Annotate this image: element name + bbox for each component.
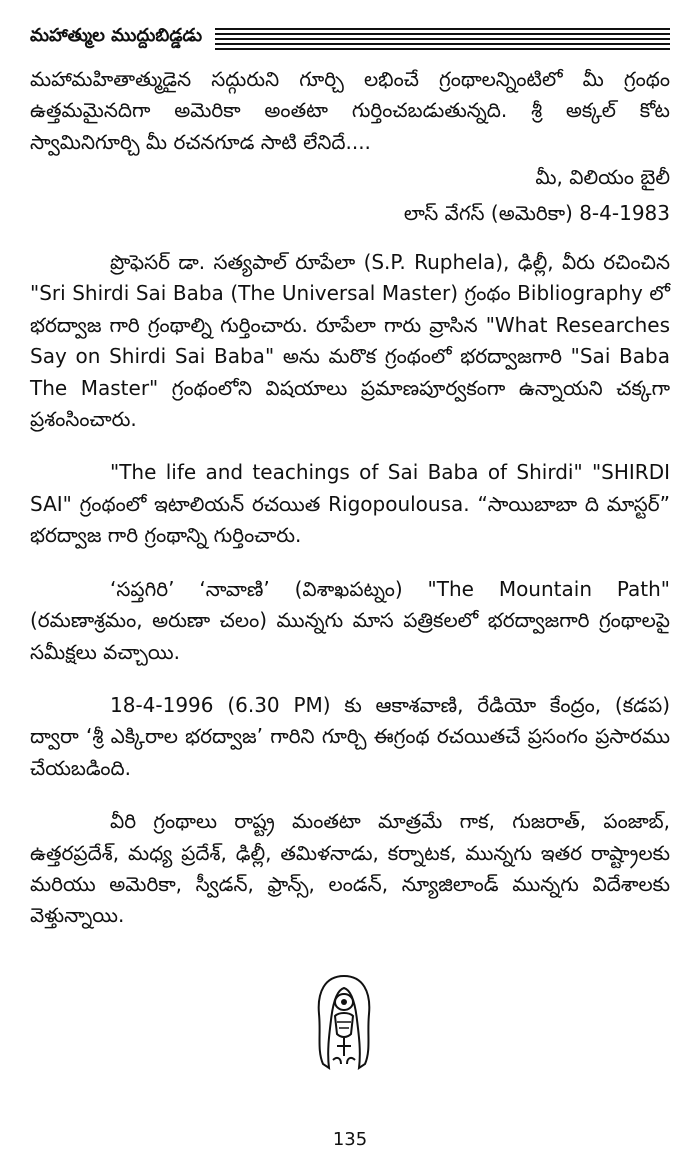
paragraph-ruphela: ప్రొఫెసర్ డా. సత్యపాల్ రూపేలా (S.P. Ruphela), ఢిల్లీ, వీరు రచించిన "Sri Shirdi Sai Baba (The Universal Master) గ్రంథం Bibliography లో భరద్వాజ గారి గ్రంథాల్ని గుర్తించారు. రూపేలా గారు వ్రాసిన "What Researches Say on Shirdi Sai Baba" అను మరొక గ్రంథంలో భరద్వాజగారి "Sai Baba The Master" గ్రంథంలోని విషయాలు ప్రమాణపూర్వకంగా ఉన్నాయని చక్కగా ప్రశంసించారు. [30,250,670,432]
paragraph-distribution: వీరి గ్రంథాలు రాష్ట్ర మంతటా మాత్రమే గాక, గుజరాత్, పంజాబ్, ఉత్తరప్రదేశ్, మధ్య ప్రదేశ్, ఢిల్లీ, తమిళనాడు, కర్నాటక, మున్నగు ఇతర రాష్ట్రాలకు మరియు అమెరికా, స్వీడన్, ఫ్రాన్స్, లండన్, న్యూజిలాండ్ మున్నగు విదేశాలకు వెళ్తున్నాయి. [30,809,670,928]
page-header [30,18,670,58]
signature-place-date: లాస్ వేగస్ (అమెరికా) 8-4-1983 [403,200,670,225]
page-number: 135 [332,1129,368,1150]
header-rules [215,28,670,52]
page-body [30,64,670,932]
running-title: మహాత్ముల ముద్దుబిడ్డడు [30,25,203,46]
sai-baba-emblem-icon [313,972,375,1072]
signature-name: మీ, విలియం బైలీ [535,165,670,190]
paragraph-letter: మహామహితాత్ముడైన సద్గురుని గూర్చి లభించే గ్రంథాలన్నింటిలో మీ గ్రంథం ఉత్తమమైనదిగా అమెరికా అంతటా గుర్తించబడుతున్నది. శ్రీ అక్కల్ కోట స్వామినిగూర్చి మీ రచనగూడ సాటి లేనిదే.... [30,67,670,154]
paragraph-radio: 18-4-1996 (6.30 PM) కు ఆకాశవాణి, రేడియో కేంద్రం, (కడప) ద్వారా ‘శ్రీ ఎక్కిరాల భరద్వాజ’ గారిని గూర్చి ఈగ్రంథ రచయితచే ప్రసంగం ప్రసారము చేయబడింది. [30,692,670,780]
paragraph-magazines: ‘సప్తగిరి’ ‘నావాణి’ (విశాఖపట్నం) "The Mountain Path" (రమణాశ్రమం, అరుణా చలం) మున్నగు మాస పత్రికలలో భరద్వాజగారి గ్రంథాలపై సమీక్షలు వచ్చాయి. [30,576,670,664]
paragraph-rigopoulos: "The life and teachings of Sai Baba of Shirdi" "SHIRDI SAI" గ్రంథంలో ఇటాలియన్ రచయిత Rigopoulousa. “సాయిబాబా ది మాస్టర్” భరద్వాజ గారి గ్రంథాన్ని గుర్తించారు. [30,460,670,548]
